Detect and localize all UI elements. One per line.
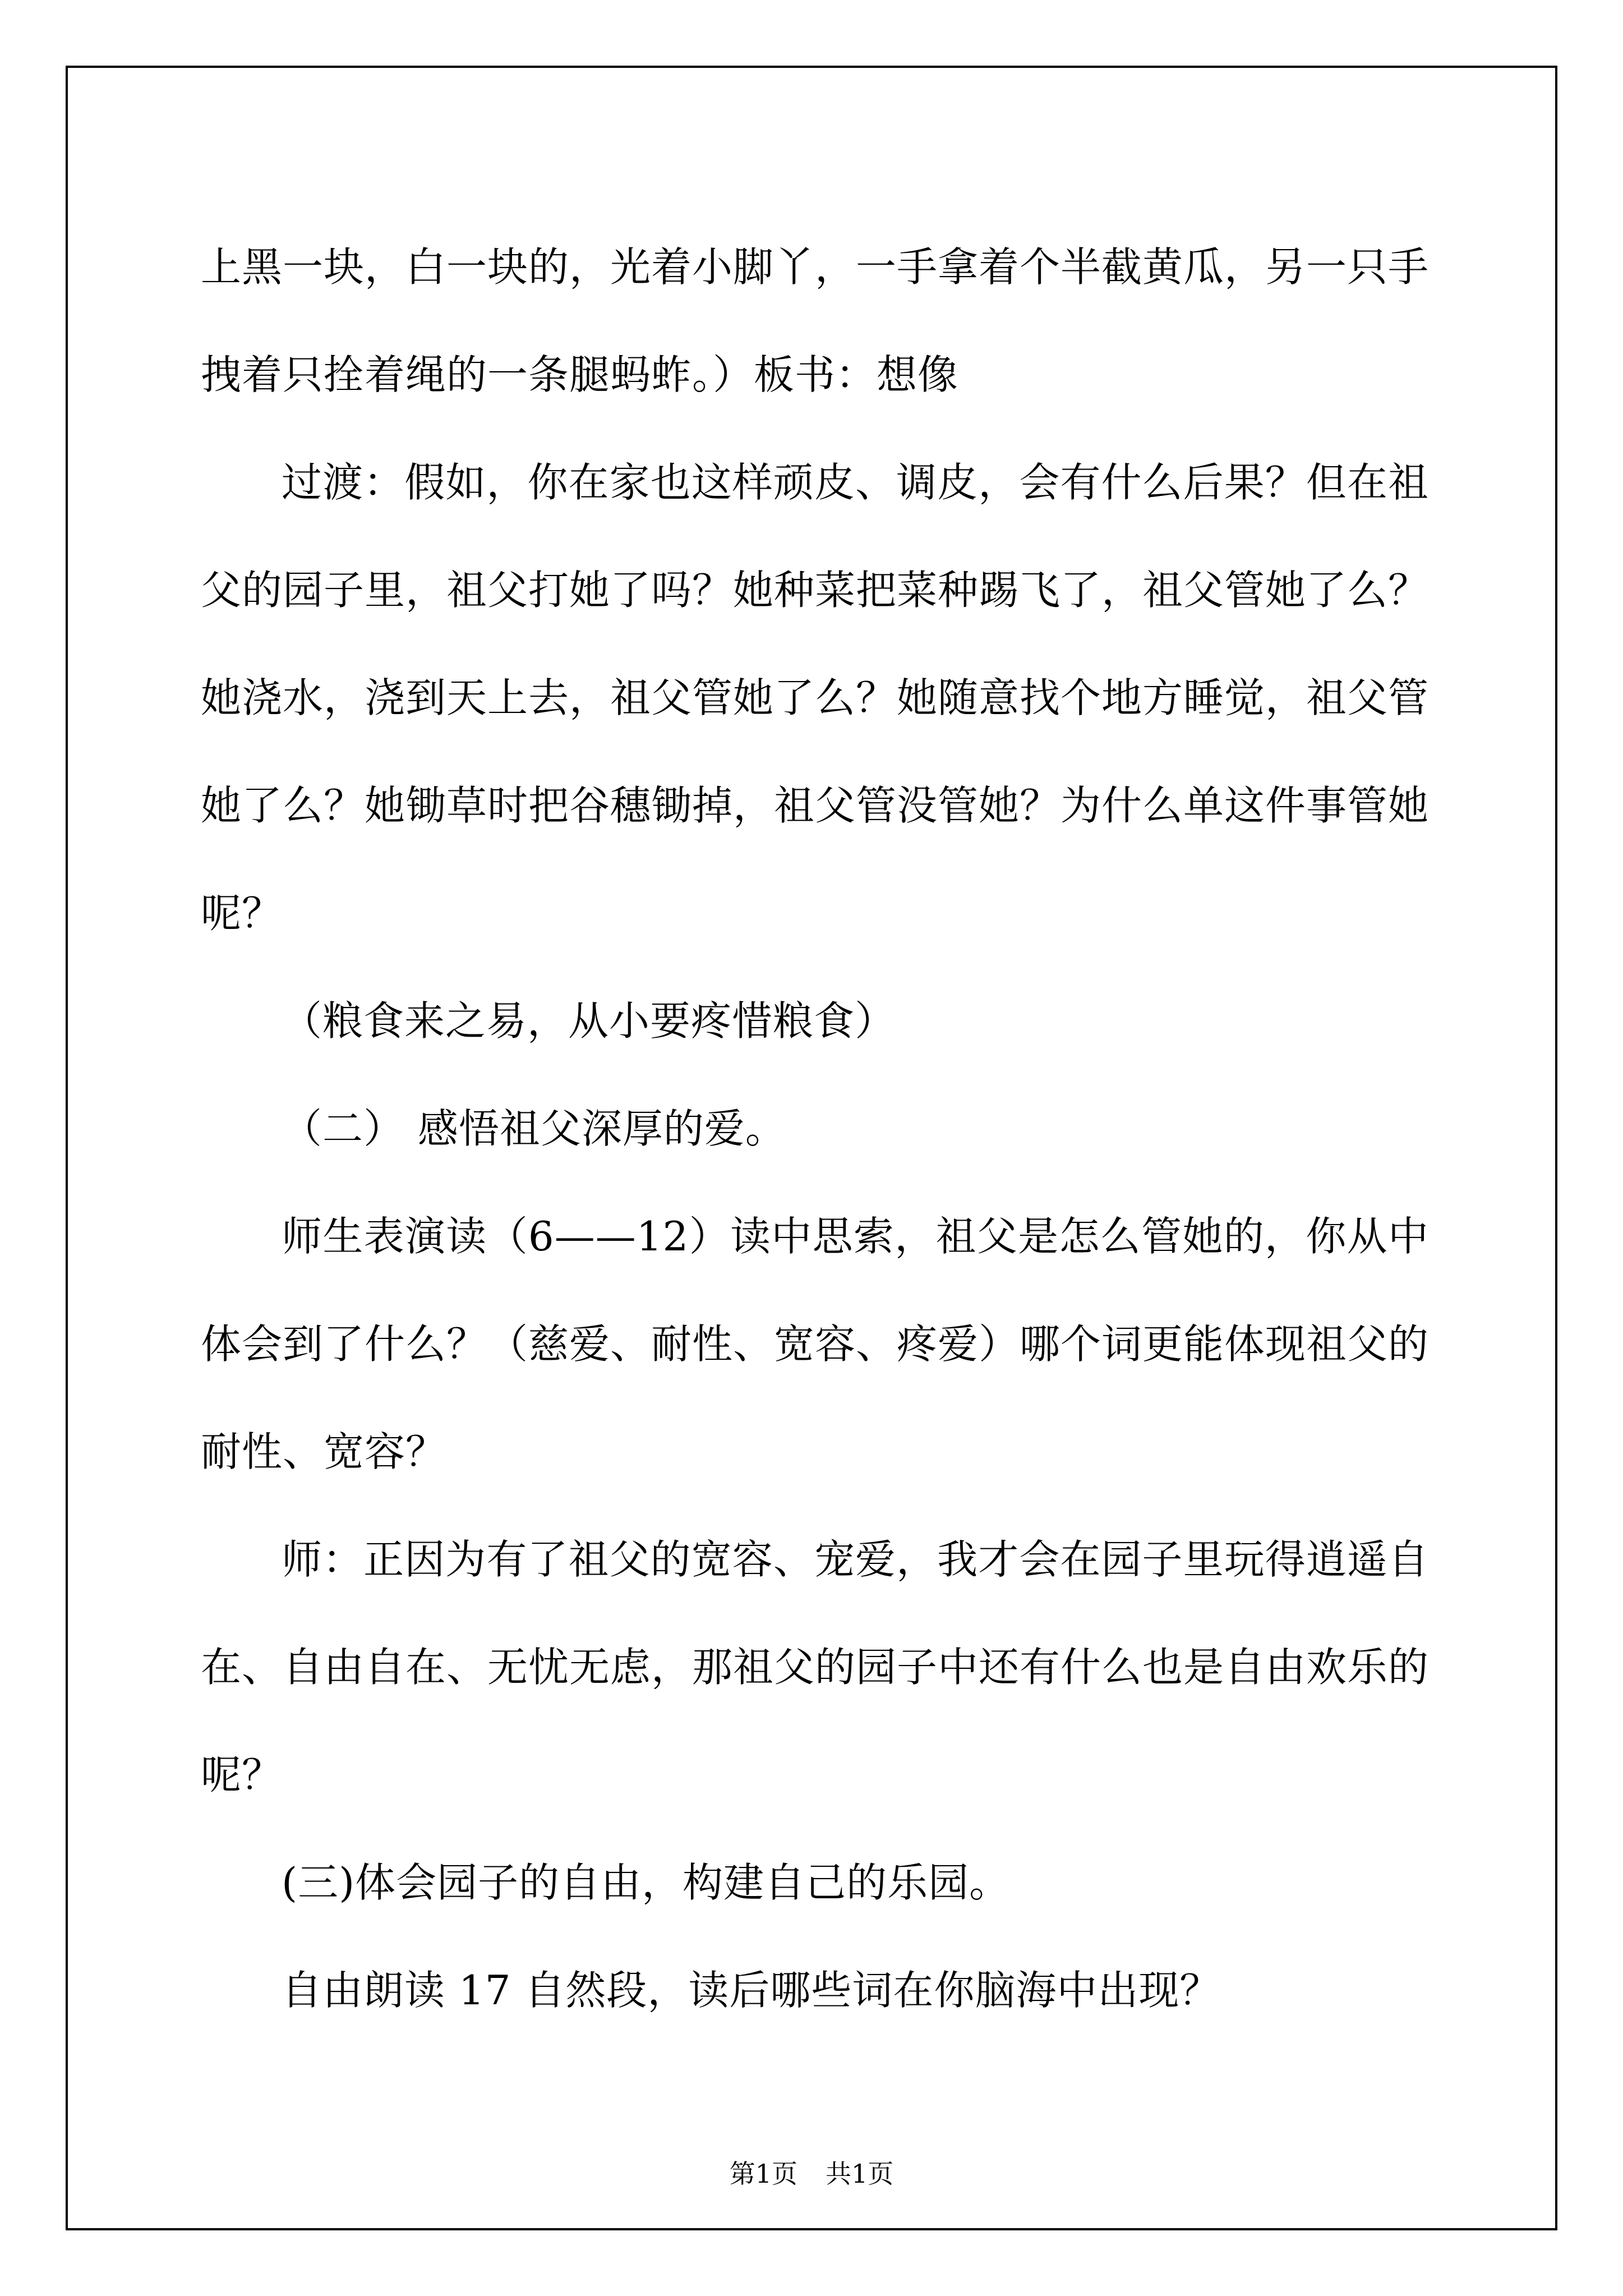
paragraph-7: (三)体会园子的自由，构建自己的乐园。 [282, 1859, 1011, 1906]
paragraph-8: 自由朗读 17 自然段，读后哪些词在你脑海中出现？ [282, 1967, 1221, 2014]
paragraph-1: 上黑一块，白一块的，光着小脚丫，一手拿着个半截黄瓜，另一只手拽着只拴着绳的一条腿蚂蚱。）板书：想像 [201, 243, 1430, 398]
paragraph-2: 过渡：假如，你在家也这样顽皮、调皮，会有什么后果？但在祖父的园子里，祖父打她了吗？她种菜把菜种踢飞了，祖父管她了么？她浇水，浇到天上去，祖父管她了么？她随意找个地方睡觉，祖父管她了么？她锄草时把谷穗锄掉，祖父管没管她？为什么单这件事管她呢？ [201, 459, 1430, 937]
paragraph-5: 师生表演读（6——12）读中思索，祖父是怎么管她的，你从中体会到了什么？（慈爱、耐性、宽容、疼爱）哪个词更能体现祖父的耐性、宽容？ [201, 1213, 1430, 1475]
paragraph-6: 师：正因为有了祖父的宽容、宠爱，我才会在园子里玩得逍遥自在、自由自在、无忧无虑，那祖父的园子中还有什么也是自由欢乐的呢？ [201, 1536, 1430, 1798]
page-number: 第1页 [729, 2159, 797, 2189]
paragraph-3: （粮食来之易，从小要疼惜粮食） [282, 997, 896, 1045]
page-footer [0, 2157, 1623, 2191]
page-total: 共1页 [826, 2159, 894, 2189]
document-body [201, 213, 1429, 2044]
paragraph-4: （二） 感悟祖父深厚的爱。 [282, 1105, 786, 1152]
